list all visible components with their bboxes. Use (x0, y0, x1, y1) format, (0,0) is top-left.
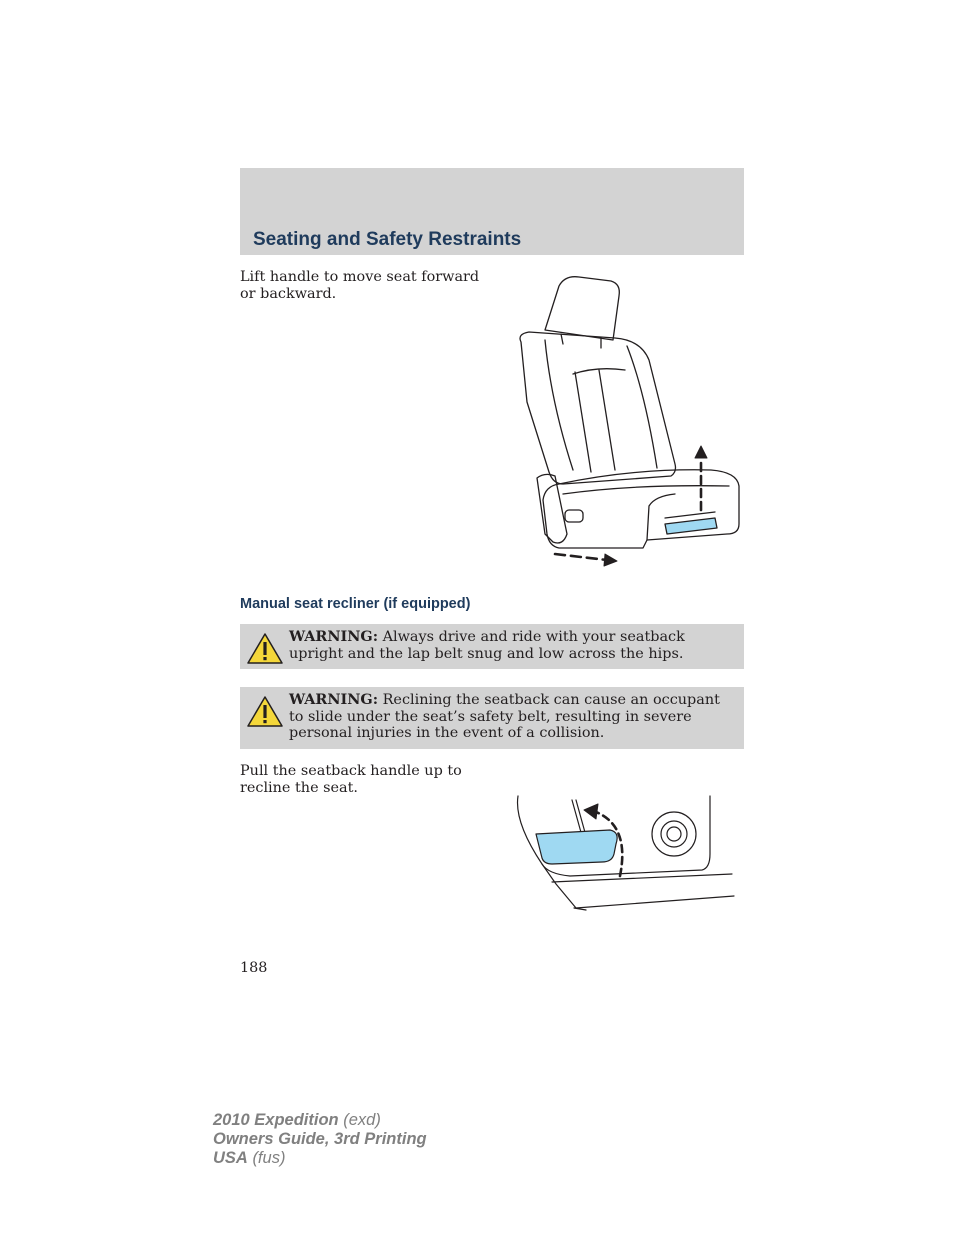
warning-label: WARNING: (289, 628, 379, 645)
seat-adjust-instruction: Lift handle to move seat forward or backward. (240, 269, 480, 302)
recline-arrow-head (584, 804, 598, 819)
trim-lines (542, 864, 734, 910)
lift-arrow-head (695, 446, 707, 458)
warning-text: Always drive and ride with your seatback upright and the lap belt snug and low across the hips. (289, 629, 685, 662)
recliner-handle-illustration (512, 792, 742, 914)
warning-triangle-icon (246, 695, 284, 728)
side-shield (537, 474, 567, 543)
front-handle-bar (665, 518, 717, 534)
cushion-crease (563, 486, 729, 494)
adjust-knob-inner (661, 821, 687, 847)
adjust-knob-center (667, 827, 681, 841)
seatback-edge (627, 346, 657, 468)
warning-box-upright (240, 624, 744, 669)
seatback-bolster (545, 340, 573, 470)
warning-label: WARNING: (289, 691, 379, 708)
adjust-knob-outer (652, 812, 696, 856)
recliner-handle (536, 830, 617, 864)
warning-text: Reclining the seatback can cause an occupant to slide under the seat’s safety belt, resulting in severe personal injuries in the event of a collision. (289, 692, 720, 741)
seat-fore-aft-illustration (515, 272, 745, 572)
recline-instruction: Pull the seatback handle up to recline the seat. (240, 763, 462, 796)
forward-arrow-head (604, 554, 617, 566)
section-title: Seating and Safety Restraints (253, 229, 522, 250)
recliner-lever (565, 510, 583, 522)
footer-line-2: Owners Guide, 3rd Printing (213, 1130, 427, 1148)
recliner-heading: Manual seat recliner (if equipped) (240, 596, 471, 612)
warning-triangle-icon (246, 632, 284, 665)
section-header-band (240, 168, 744, 255)
footer-line-1: 2010 Expedition (exd) (213, 1111, 381, 1129)
headrest (545, 277, 619, 340)
footer (213, 1111, 427, 1168)
lever-post (572, 800, 586, 836)
seatback (520, 332, 676, 484)
warning-box-recline (240, 687, 744, 749)
page-number: 188 (240, 960, 268, 976)
forward-arrow-shaft (555, 554, 607, 560)
seatback-panel (573, 369, 625, 472)
footer-line-3: USA (fus) (213, 1149, 286, 1167)
seat-cushion (543, 470, 739, 548)
